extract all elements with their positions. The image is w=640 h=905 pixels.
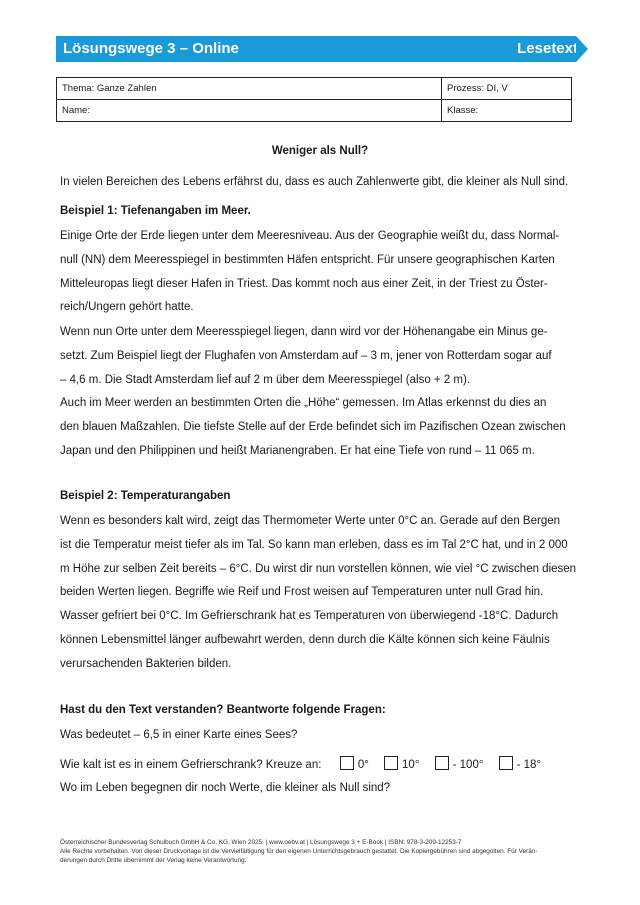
text-line: Wenn nun Orte unter dem Meeresspiegel liegen, dann wird vor der Höhenangabe ein Minus ge- xyxy=(60,326,548,338)
question-2-text: Wie kalt ist es in einem Gefrierschrank? Kreuze an: xyxy=(60,759,322,771)
topic-cell: Thema: Ganze Zahlen xyxy=(57,78,442,100)
intro-paragraph: In vielen Bereichen des Lebens erfährst du, dass es auch Zahlenwerte gibt, die kleiner als Null sind. xyxy=(60,176,569,188)
text-line: verursachenden Bakterien bilden. xyxy=(60,657,232,670)
text-line: Japan und den Philippinen und heißt Marianengraben. Er hat eine Tiefe von rund – 11 065 m. xyxy=(60,444,535,457)
text-line: Wenn es besonders kalt wird, zeigt das Thermometer Werte unter 0°C an. Gerade auf den Bergen xyxy=(60,515,561,527)
example1-paragraph1 xyxy=(60,225,582,320)
question-3: Wo im Leben begegnen dir noch Werte, die kleiner als Null sind? xyxy=(60,782,391,794)
example2-paragraph xyxy=(60,510,582,677)
process-cell: Prozess: DI, V xyxy=(442,78,572,100)
text-line: – 4,6 m. Die Stadt Amsterdam lief auf 2 m über dem Meeresspiegel (also + 2 m). xyxy=(60,373,471,386)
option-label: - 100° xyxy=(452,759,484,771)
text-line: beiden Werten liegen. Begriffe wie Reif und Frost weisen auf Temperaturen unter null Grad hin. xyxy=(60,586,544,599)
header-banner xyxy=(56,36,576,62)
footer-line: Alle Rechte vorbehalten. Von dieser Druckvorlage ist die Vervielfältigung für den eigenen Unterrichtsgebrauch gestattet. Die Kopiergebühren sind abgegolten. Für Verän- xyxy=(60,848,538,855)
option-minus-100-degrees[interactable] xyxy=(435,756,484,771)
checkbox[interactable] xyxy=(499,756,513,770)
page-title: Weniger als Null? xyxy=(271,145,369,157)
questions-heading: Hast du den Text verstanden? Beantworte folgende Fragen: xyxy=(60,704,386,716)
text-line: setzt. Zum Beispiel liegt der Flughafen von Amsterdam auf – 3 m, jener von Rotterdam sogar auf xyxy=(60,349,552,362)
document-type: Lesetext xyxy=(517,40,578,57)
text-line: ist die Temperatur meist tiefer als im Tal. So kann man erleben, dass es im Tal 2°C hat, und in 2 000 xyxy=(60,538,568,551)
series-title: Lösungswege 3 – Online xyxy=(63,40,239,57)
text-line: null (NN) dem Meeresspiegel in bestimmten Häfen entspricht. Für unsere geographischen Karten xyxy=(60,253,555,266)
option-label: 0° xyxy=(357,759,369,771)
text-line: Mitteleuropas liegt dieser Hafen in Triest. Das kommt noch aus einer Zeit, in der Triest zu Öster- xyxy=(60,277,548,290)
class-cell: Klasse: xyxy=(442,100,572,122)
footer-line: derungen durch Dritte übernimmt der Verlag keine Verantwortung. xyxy=(60,857,247,864)
question-2 xyxy=(60,756,553,771)
option-0-degrees[interactable] xyxy=(340,756,369,771)
name-cell: Name: xyxy=(57,100,442,122)
info-table xyxy=(56,77,572,122)
checkbox[interactable] xyxy=(435,756,449,770)
example1-heading: Beispiel 1: Tiefenangaben im Meer. xyxy=(60,205,251,217)
text-line: können Lebensmittel länger aufbewahrt werden, denn durch die Kälte können sich keine Fäulnis xyxy=(60,633,550,646)
option-minus-18-degrees[interactable] xyxy=(499,756,541,771)
text-line: Einige Orte der Erde liegen unter dem Meeresniveau. Aus der Geographie weißt du, dass Normal- xyxy=(60,230,560,242)
example1-paragraph2 xyxy=(60,321,582,464)
checkbox[interactable] xyxy=(340,756,354,770)
text-line: den blauen Maßzahlen. Die tiefste Stelle auf der Erde befindet sich im Pazifischen Ozean zwischen xyxy=(60,421,566,434)
checkbox[interactable] xyxy=(384,756,398,770)
option-label: 10° xyxy=(402,759,420,771)
text-line: m Höhe zur selben Zeit bereits – 6°C. Du wirst dir nun vorstellen können, wie viel °C zwischen diesen xyxy=(60,562,577,575)
option-10-degrees[interactable] xyxy=(384,756,419,771)
option-label: - 18° xyxy=(516,759,542,771)
question-1: Was bedeutet – 6,5 in einer Karte eines Sees? xyxy=(60,729,298,741)
text-line: Wasser gefriert bei 0°C. Im Gefrierschrank hat es Temperaturen von überwiegend -18°C. Dadurch xyxy=(60,610,559,623)
footer-line: Österreichischer Bundesverlag Schulbuch GmbH & Co. KG, Wien 2025. | www.oebv.at | Lösungswege 3 + E-Book | ISBN: 978-3-209-12253-7 xyxy=(60,839,462,846)
footer xyxy=(60,838,600,865)
example2-heading: Beispiel 2: Temperaturangaben xyxy=(60,490,231,502)
text-line: reich/Ungern gehört hatte. xyxy=(60,301,194,314)
text-line: Auch im Meer werden an bestimmten Orten die „Höhe“ gemessen. Im Atlas erkennst du dies an xyxy=(60,397,547,410)
